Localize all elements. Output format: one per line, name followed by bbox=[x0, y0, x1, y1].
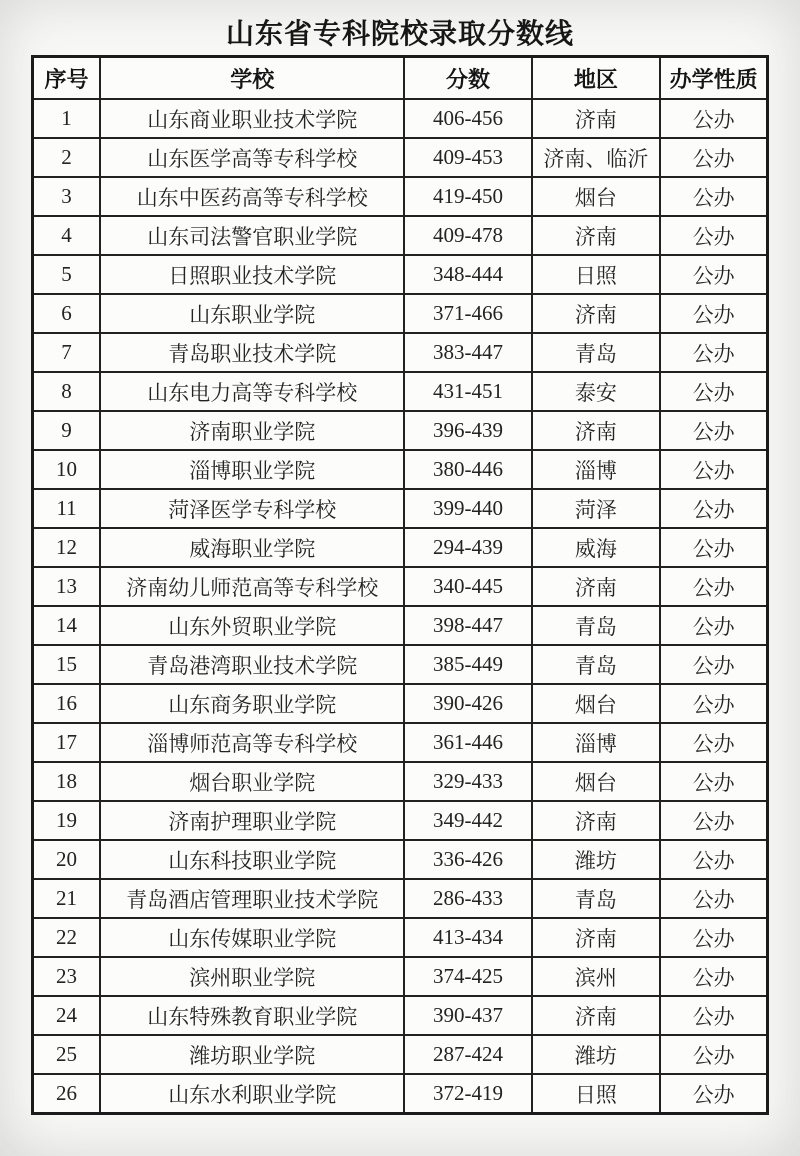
cell-region: 济南、临沂 bbox=[532, 138, 661, 177]
column-header-region: 地区 bbox=[532, 57, 661, 100]
table-row bbox=[33, 489, 768, 528]
cell-type: 公办 bbox=[660, 333, 767, 372]
cell-type: 公办 bbox=[660, 216, 767, 255]
cell-index: 11 bbox=[33, 489, 101, 528]
table-row bbox=[33, 723, 768, 762]
cell-school: 山东特殊教育职业学院 bbox=[100, 996, 404, 1035]
cell-region: 滨州 bbox=[532, 957, 661, 996]
cell-index: 10 bbox=[33, 450, 101, 489]
column-header-score: 分数 bbox=[404, 57, 531, 100]
table-row bbox=[33, 1035, 768, 1074]
cell-index: 22 bbox=[33, 918, 101, 957]
cell-school: 威海职业学院 bbox=[100, 528, 404, 567]
cell-region: 济南 bbox=[532, 294, 661, 333]
cell-school: 山东传媒职业学院 bbox=[100, 918, 404, 957]
cell-index: 23 bbox=[33, 957, 101, 996]
cell-school: 菏泽医学专科学校 bbox=[100, 489, 404, 528]
cell-region: 济南 bbox=[532, 996, 661, 1035]
cell-type: 公办 bbox=[660, 411, 767, 450]
cell-school: 青岛港湾职业技术学院 bbox=[100, 645, 404, 684]
table-row bbox=[33, 1074, 768, 1114]
cell-type: 公办 bbox=[660, 918, 767, 957]
cell-score: 336-426 bbox=[404, 840, 531, 879]
cell-region: 济南 bbox=[532, 99, 661, 138]
column-header-school: 学校 bbox=[100, 57, 404, 100]
cell-index: 18 bbox=[33, 762, 101, 801]
table-row bbox=[33, 138, 768, 177]
table-row bbox=[33, 762, 768, 801]
cell-region: 菏泽 bbox=[532, 489, 661, 528]
cell-type: 公办 bbox=[660, 996, 767, 1035]
cell-score: 294-439 bbox=[404, 528, 531, 567]
cell-region: 青岛 bbox=[532, 606, 661, 645]
cell-region: 济南 bbox=[532, 216, 661, 255]
cell-index: 3 bbox=[33, 177, 101, 216]
cell-school: 山东外贸职业学院 bbox=[100, 606, 404, 645]
cell-score: 286-433 bbox=[404, 879, 531, 918]
cell-type: 公办 bbox=[660, 606, 767, 645]
cell-region: 青岛 bbox=[532, 879, 661, 918]
cell-school: 淄博师范高等专科学校 bbox=[100, 723, 404, 762]
cell-score: 385-449 bbox=[404, 645, 531, 684]
cell-index: 19 bbox=[33, 801, 101, 840]
cell-region: 潍坊 bbox=[532, 840, 661, 879]
cell-score: 409-453 bbox=[404, 138, 531, 177]
cell-score: 390-426 bbox=[404, 684, 531, 723]
table-row bbox=[33, 372, 768, 411]
cell-school: 日照职业技术学院 bbox=[100, 255, 404, 294]
cell-type: 公办 bbox=[660, 879, 767, 918]
cell-region: 烟台 bbox=[532, 762, 661, 801]
cell-school: 淄博职业学院 bbox=[100, 450, 404, 489]
cell-region: 日照 bbox=[532, 1074, 661, 1114]
cell-region: 青岛 bbox=[532, 333, 661, 372]
cell-score: 413-434 bbox=[404, 918, 531, 957]
cell-index: 12 bbox=[33, 528, 101, 567]
table-row bbox=[33, 645, 768, 684]
table-row bbox=[33, 606, 768, 645]
cell-score: 374-425 bbox=[404, 957, 531, 996]
cell-type: 公办 bbox=[660, 1074, 767, 1114]
cell-score: 371-466 bbox=[404, 294, 531, 333]
cell-type: 公办 bbox=[660, 138, 767, 177]
cell-score: 361-446 bbox=[404, 723, 531, 762]
cell-school: 青岛酒店管理职业技术学院 bbox=[100, 879, 404, 918]
cell-region: 淄博 bbox=[532, 450, 661, 489]
cell-score: 348-444 bbox=[404, 255, 531, 294]
cell-type: 公办 bbox=[660, 255, 767, 294]
column-header-index: 序号 bbox=[33, 57, 101, 100]
table-row bbox=[33, 294, 768, 333]
cell-school: 山东职业学院 bbox=[100, 294, 404, 333]
cell-score: 383-447 bbox=[404, 333, 531, 372]
cell-region: 济南 bbox=[532, 567, 661, 606]
table-row bbox=[33, 216, 768, 255]
cell-school: 山东电力高等专科学校 bbox=[100, 372, 404, 411]
cell-school: 青岛职业技术学院 bbox=[100, 333, 404, 372]
cell-region: 烟台 bbox=[532, 684, 661, 723]
cell-type: 公办 bbox=[660, 372, 767, 411]
cell-type: 公办 bbox=[660, 489, 767, 528]
table-row bbox=[33, 801, 768, 840]
cell-region: 济南 bbox=[532, 801, 661, 840]
cell-index: 16 bbox=[33, 684, 101, 723]
cell-score: 390-437 bbox=[404, 996, 531, 1035]
cell-school: 潍坊职业学院 bbox=[100, 1035, 404, 1074]
page-title: 山东省专科院校录取分数线 bbox=[225, 19, 574, 50]
cell-type: 公办 bbox=[660, 762, 767, 801]
cell-school: 滨州职业学院 bbox=[100, 957, 404, 996]
cell-school: 山东商业职业技术学院 bbox=[100, 99, 404, 138]
column-header-type: 办学性质 bbox=[660, 57, 767, 100]
table-row bbox=[33, 567, 768, 606]
cell-index: 6 bbox=[33, 294, 101, 333]
cell-index: 1 bbox=[33, 99, 101, 138]
cell-school: 济南职业学院 bbox=[100, 411, 404, 450]
cell-school: 山东中医药高等专科学校 bbox=[100, 177, 404, 216]
cell-index: 5 bbox=[33, 255, 101, 294]
cell-school: 山东医学高等专科学校 bbox=[100, 138, 404, 177]
cell-score: 287-424 bbox=[404, 1035, 531, 1074]
cell-index: 9 bbox=[33, 411, 101, 450]
cell-type: 公办 bbox=[660, 528, 767, 567]
cell-score: 406-456 bbox=[404, 99, 531, 138]
cell-index: 21 bbox=[33, 879, 101, 918]
cell-region: 青岛 bbox=[532, 645, 661, 684]
table-row bbox=[33, 840, 768, 879]
table-row bbox=[33, 879, 768, 918]
cell-score: 372-419 bbox=[404, 1074, 531, 1114]
cell-school: 山东司法警官职业学院 bbox=[100, 216, 404, 255]
cell-score: 419-450 bbox=[404, 177, 531, 216]
cell-index: 14 bbox=[33, 606, 101, 645]
cell-index: 13 bbox=[33, 567, 101, 606]
cell-index: 17 bbox=[33, 723, 101, 762]
table-row bbox=[33, 177, 768, 216]
cell-score: 349-442 bbox=[404, 801, 531, 840]
cell-index: 20 bbox=[33, 840, 101, 879]
cell-region: 日照 bbox=[532, 255, 661, 294]
table-row bbox=[33, 450, 768, 489]
cell-index: 26 bbox=[33, 1074, 101, 1114]
cell-type: 公办 bbox=[660, 99, 767, 138]
cell-region: 济南 bbox=[532, 411, 661, 450]
cell-type: 公办 bbox=[660, 294, 767, 333]
cell-type: 公办 bbox=[660, 450, 767, 489]
cell-type: 公办 bbox=[660, 723, 767, 762]
cell-index: 8 bbox=[33, 372, 101, 411]
cell-region: 济南 bbox=[532, 918, 661, 957]
table-header-row bbox=[33, 57, 768, 100]
table-row bbox=[33, 333, 768, 372]
score-table bbox=[31, 55, 769, 1115]
table-row bbox=[33, 957, 768, 996]
cell-score: 329-433 bbox=[404, 762, 531, 801]
cell-school: 山东科技职业学院 bbox=[100, 840, 404, 879]
cell-score: 399-440 bbox=[404, 489, 531, 528]
cell-school: 烟台职业学院 bbox=[100, 762, 404, 801]
table-row bbox=[33, 255, 768, 294]
cell-school: 山东水利职业学院 bbox=[100, 1074, 404, 1114]
cell-type: 公办 bbox=[660, 684, 767, 723]
cell-score: 380-446 bbox=[404, 450, 531, 489]
table-row bbox=[33, 918, 768, 957]
cell-school: 山东商务职业学院 bbox=[100, 684, 404, 723]
cell-region: 威海 bbox=[532, 528, 661, 567]
cell-type: 公办 bbox=[660, 177, 767, 216]
cell-index: 24 bbox=[33, 996, 101, 1035]
table-row bbox=[33, 684, 768, 723]
cell-score: 340-445 bbox=[404, 567, 531, 606]
cell-type: 公办 bbox=[660, 567, 767, 606]
cell-type: 公办 bbox=[660, 801, 767, 840]
cell-score: 431-451 bbox=[404, 372, 531, 411]
table-row bbox=[33, 528, 768, 567]
cell-index: 2 bbox=[33, 138, 101, 177]
cell-index: 7 bbox=[33, 333, 101, 372]
cell-type: 公办 bbox=[660, 1035, 767, 1074]
cell-school: 济南幼儿师范高等专科学校 bbox=[100, 567, 404, 606]
cell-score: 396-439 bbox=[404, 411, 531, 450]
cell-region: 潍坊 bbox=[532, 1035, 661, 1074]
cell-score: 409-478 bbox=[404, 216, 531, 255]
cell-region: 泰安 bbox=[532, 372, 661, 411]
table-row bbox=[33, 411, 768, 450]
cell-school: 济南护理职业学院 bbox=[100, 801, 404, 840]
cell-region: 烟台 bbox=[532, 177, 661, 216]
cell-type: 公办 bbox=[660, 840, 767, 879]
cell-score: 398-447 bbox=[404, 606, 531, 645]
cell-type: 公办 bbox=[660, 645, 767, 684]
table-row bbox=[33, 996, 768, 1035]
cell-index: 4 bbox=[33, 216, 101, 255]
score-table-body bbox=[33, 99, 768, 1114]
cell-index: 25 bbox=[33, 1035, 101, 1074]
table-row bbox=[33, 99, 768, 138]
cell-type: 公办 bbox=[660, 957, 767, 996]
cell-region: 淄博 bbox=[532, 723, 661, 762]
cell-index: 15 bbox=[33, 645, 101, 684]
